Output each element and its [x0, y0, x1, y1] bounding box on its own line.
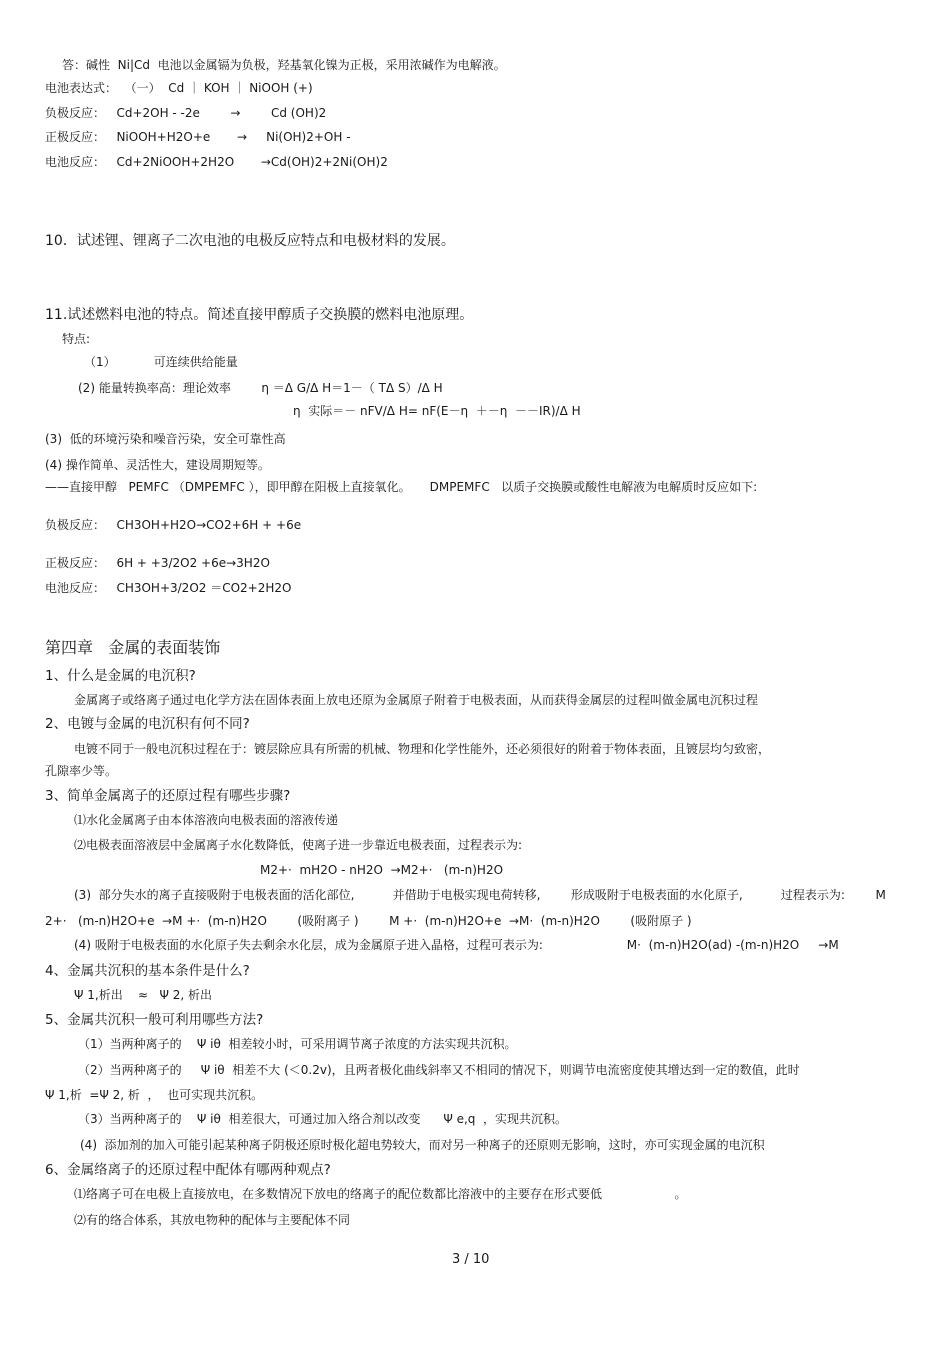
negative-reaction: 负极反应： Cd+2OH - -2e → Cd (OH)2 [45, 106, 327, 120]
answer-2-line-1: 电镀不同于一般电沉积过程在于：镀层除应具有所需的机械、物理和化学性能外，还必须很好的附着于物体表面，且镀层均匀致密， [74, 742, 771, 756]
method-2-line-2: Ψ 1,析 =Ψ 2, 析 ， 也可实现共沉积。 [45, 1088, 264, 1102]
question-10: 10．试述锂、锂离子二次电池的电极反应特点和电极材料的发展。 [45, 233, 455, 249]
view-1: ⑴络离子可在电极上直接放电，在多数情况下放电的络离子的配位数都比溶液中的主要存在形式要低 。 [74, 1187, 687, 1201]
method-1: （1）当两种离子的 Ψ iθ 相差较小时，可采用调节离子浓度的方法实现共沉积。 [78, 1037, 517, 1051]
dmpemfc-positive: 正极反应： 6H + +3/2O2 +6e→3H2O [45, 556, 270, 570]
feature-1: （1） 可连续供给能量 [84, 355, 238, 369]
question-3: 3、简单金属离子的还原过程有哪些步骤? [45, 788, 291, 804]
method-3: （3）当两种离子的 Ψ iθ 相差很大，可通过加入络合剂以改变 Ψ e,q ，实现共沉积。 [78, 1112, 568, 1126]
positive-reaction: 正极反应： NiOOH+H2O+e → Ni(OH)2+OH - [45, 130, 351, 144]
cell-reaction: 电池反应： Cd+2NiOOH+2H2O →Cd(OH)2+2Ni(OH)2 [45, 155, 388, 169]
page-number: 3 / 10 [452, 1252, 490, 1267]
step-2-equation: M2+· mH2O - nH2O →M2+· (m-n)H2O [260, 863, 504, 877]
method-4: (4) 添加剂的加入可能引起某种离子阴极还原时极化超电势较大，而对另一种离子的还原则无影响，这时，亦可实现金属的电沉积 [80, 1138, 765, 1152]
question-2: 2、电镀与金属的电沉积有何不同? [45, 716, 250, 732]
question-1: 1、什么是金属的电沉积? [45, 668, 196, 684]
features-label: 特点: [62, 332, 91, 346]
answer-4: Ψ 1,析出 ≈ Ψ 2, 析出 [74, 988, 212, 1002]
answer-2-line-2: 孔隙率少等。 [45, 764, 118, 778]
step-3-line-1: (3) 部分失水的离子直接吸附于电极表面的活化部位, 并借助于电极实现电荷转移, 形成吸附于电极表面的水化原子, 过程表示为: M [74, 888, 886, 902]
question-5: 5、金属共沉积一般可利用哪些方法? [45, 1012, 264, 1028]
question-6: 6、金属络离子的还原过程中配体有哪两种观点? [45, 1162, 331, 1178]
chapter-title: 第四章 金属的表面装饰 [45, 638, 221, 657]
step-4: (4) 吸附于电极表面的水化原子失去剩余水化层，成为金属原子进入晶格，过程可表示为: M· (m-n)H2O(ad) -(m-n)H2O →M [74, 938, 839, 952]
actual-efficiency: η 实际＝－ nFV/Δ H= nF(E－η ＋－η －－IR)/Δ H [293, 404, 581, 418]
dmpemfc-cell: 电池反应： CH3OH+3/2O2 ＝CO2+2H2O [45, 581, 292, 595]
step-3-line-2: 2+· (m-n)H2O+e →M +· (m-n)H2O (吸附离子 ) M +· (m-n)H2O+e →M· (m-n)H2O (吸附原子 ) [45, 914, 692, 928]
question-4: 4、金属共沉积的基本条件是什么? [45, 963, 250, 979]
feature-3: (3) 低的环境污染和噪音污染，安全可靠性高 [45, 432, 286, 446]
answer-1: 金属离子或络离子通过电化学方法在固体表面上放电还原为金属原子附着于电极表面，从而获得金属层的过程叫做金属电沉积过程 [74, 693, 759, 707]
battery-expression: 电池表达式： （一） Cd ｜ KOH ｜ NiOOH (+) [45, 81, 313, 95]
method-2-line-1: （2）当两种离子的 Ψ iθ 相差不大 (＜0.2v)，且两者极化曲线斜率又不相同的情况下，则调节电流密度使其增达到一定的数值，此时 [78, 1063, 800, 1077]
feature-4: (4) 操作简单、灵活性大，建设周期短等。 [45, 458, 270, 472]
feature-2: (2) 能量转换率高：理论效率 η ＝Δ G/Δ H＝1－（ TΔ S）/Δ H [78, 381, 443, 395]
view-2: ⑵有的络合体系，其放电物种的配体与主要配体不同 [74, 1213, 351, 1227]
step-2: ⑵电极表面溶液层中金属离子水化数降低，使离子进一步靠近电极表面，过程表示为: [74, 838, 523, 852]
step-1: ⑴水化金属离子由本体溶液向电极表面的溶液传递 [74, 813, 339, 827]
answer-line: 答：碱性 Ni|Cd 电池以金属镉为负极，羟基氧化镍为正极，采用浓碱作为电解液。 [62, 58, 506, 72]
dmpemfc-negative: 负极反应： CH3OH+H2O→CO2+6H + +6e [45, 518, 302, 532]
dmpemfc-intro: ——直接甲醇 PEMFC （DMPEMFC ），即甲醇在阳极上直接氧化。 DMPEMFC 以质子交换膜或酸性电解液为电解质时反应如下: [45, 480, 758, 494]
question-11: 11.试述燃料电池的特点。简述直接甲醇质子交换膜的燃料电池原理。 [45, 307, 474, 323]
